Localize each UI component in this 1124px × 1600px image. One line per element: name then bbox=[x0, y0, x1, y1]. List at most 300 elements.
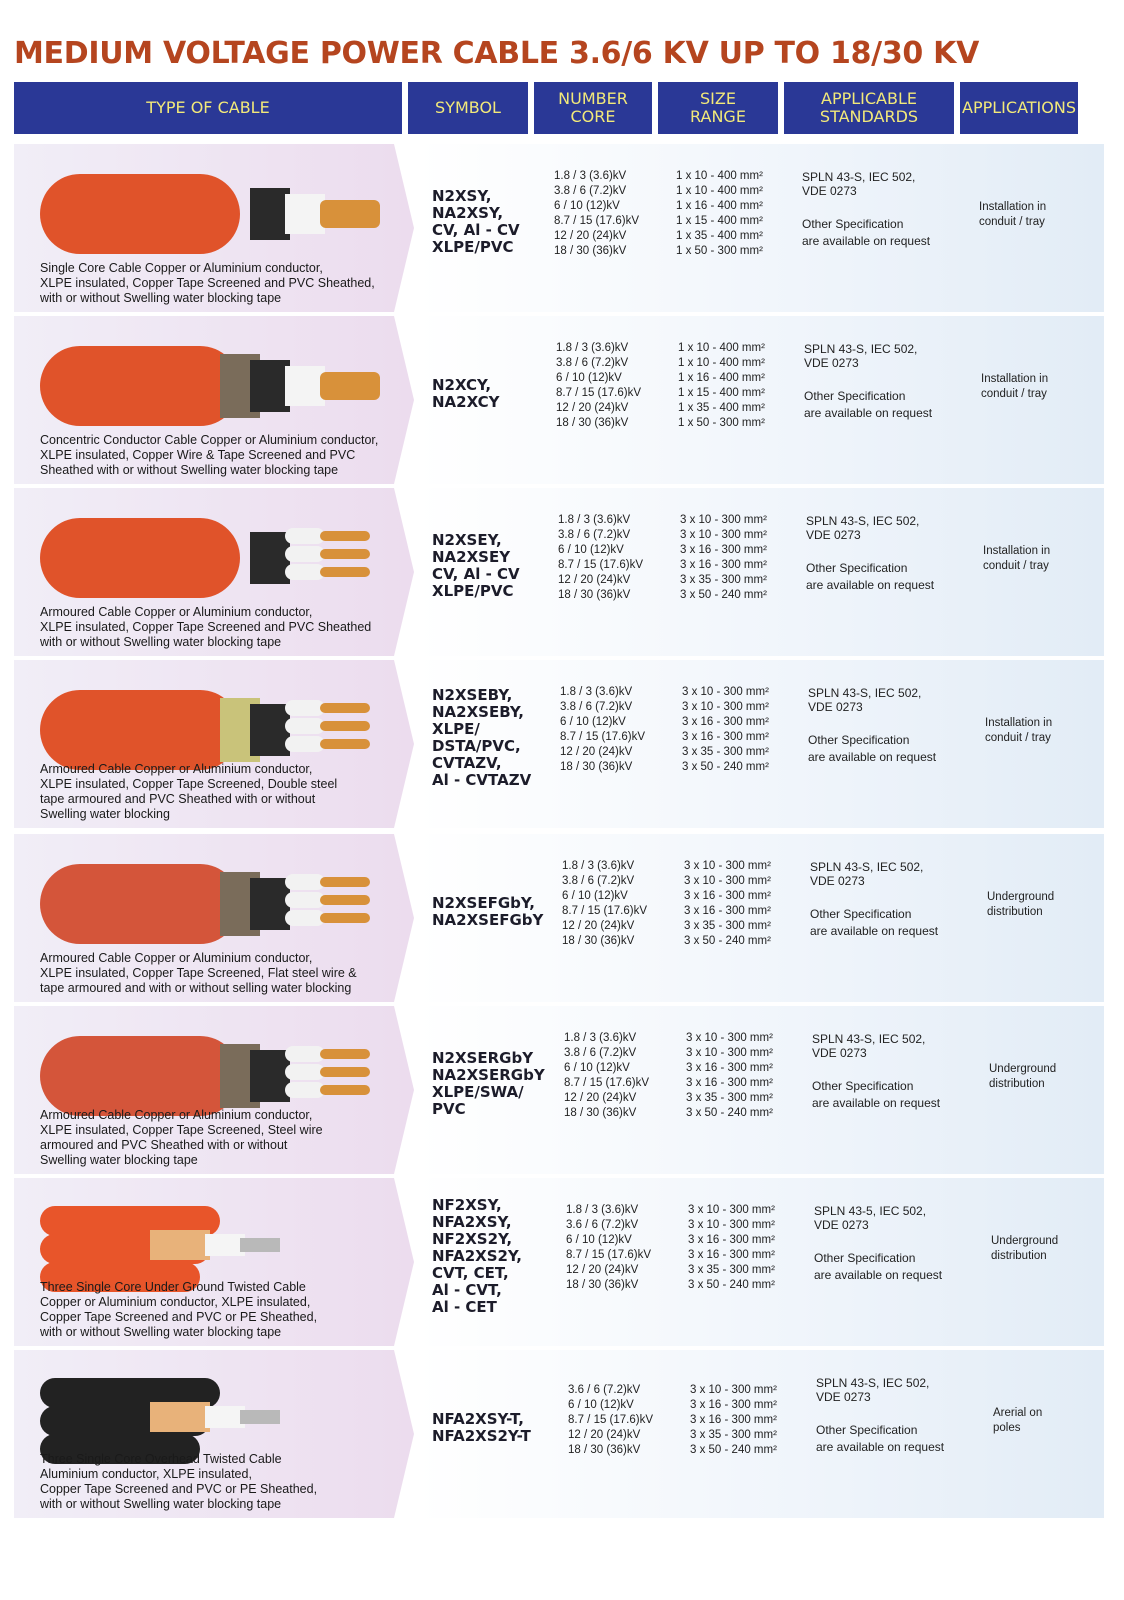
core-value: 12 / 20 (24)kV bbox=[568, 1428, 641, 1441]
core-value: 8.7 / 15 (17.6)kV bbox=[554, 215, 640, 227]
symbol-line: N2XCY, bbox=[432, 376, 492, 394]
conductor-icon bbox=[240, 1238, 280, 1252]
note-line: are available on request bbox=[816, 1440, 945, 1454]
table-row bbox=[14, 488, 1104, 656]
cable-symbol bbox=[432, 377, 562, 411]
description-line: Armoured Cable Copper or Aluminium conductor, bbox=[40, 951, 313, 965]
application-line: distribution bbox=[987, 906, 1043, 918]
application-line: Installation in bbox=[983, 545, 1051, 557]
description-line: with or without Swelling water blocking tape bbox=[40, 1325, 282, 1339]
standard-line: SPLN 43-S, IEC 502, bbox=[816, 1376, 930, 1390]
table-row bbox=[14, 660, 1104, 828]
copper-core-icon bbox=[320, 721, 370, 731]
core-value: 18 / 30 (36)kV bbox=[562, 935, 635, 947]
core-value: 1.8 / 3 (3.6)kV bbox=[558, 514, 631, 526]
core-value: 3.8 / 6 (7.2)kV bbox=[558, 529, 631, 541]
size-value: 1 x 50 - 300 mm² bbox=[676, 245, 763, 257]
standard-line: VDE 0273 bbox=[808, 700, 863, 714]
symbol-line: NA2XSERGbY bbox=[432, 1066, 545, 1084]
core-value: 12 / 20 (24)kV bbox=[562, 920, 635, 932]
core-value: 3.6 / 6 (7.2)kV bbox=[568, 1383, 641, 1396]
cable-description bbox=[40, 261, 410, 306]
size-value: 3 x 10 - 300 mm² bbox=[690, 1383, 777, 1396]
other-specification-note bbox=[808, 732, 978, 766]
size-value: 1 x 35 - 400 mm² bbox=[676, 230, 763, 242]
core-value: 1.8 / 3 (3.6)kV bbox=[562, 860, 635, 872]
copper-core-icon bbox=[320, 567, 370, 577]
applicable-standards bbox=[802, 170, 972, 250]
applicable-standards bbox=[816, 1376, 986, 1456]
symbol-line: XLPE/PVC bbox=[432, 238, 514, 256]
core-value: 6 / 10 (12)kV bbox=[556, 372, 622, 384]
core-value: 3.8 / 6 (7.2)kV bbox=[556, 357, 629, 369]
number-core-list bbox=[558, 513, 643, 603]
note-line: are available on request bbox=[802, 234, 931, 248]
cable-description bbox=[40, 1108, 410, 1168]
note-line: are available on request bbox=[804, 406, 933, 420]
standard-line: SPLN 43-S, IEC 502, bbox=[812, 1032, 926, 1046]
symbol-line: NF2XSY, bbox=[432, 1195, 502, 1214]
size-value: 3 x 10 - 300 mm² bbox=[688, 1204, 775, 1216]
core-insulation-icon bbox=[285, 1064, 325, 1080]
symbol-line: N2XSEBY, bbox=[432, 686, 513, 704]
size-value: 1 x 10 - 400 mm² bbox=[678, 342, 765, 354]
description-line: Copper Tape Screened and PVC or PE Sheathed, bbox=[40, 1310, 318, 1324]
note-line: Other Specification bbox=[812, 1079, 914, 1093]
symbol-line: XLPE/SWA/ bbox=[432, 1083, 524, 1101]
size-value: 3 x 50 - 240 mm² bbox=[684, 935, 771, 947]
core-value: 18 / 30 (36)kV bbox=[556, 417, 629, 429]
description-line: Aluminium conductor, XLPE insulated, bbox=[40, 1467, 252, 1481]
size-value: 1 x 16 - 400 mm² bbox=[678, 372, 765, 384]
description-line: with or without Swelling water blocking tape bbox=[40, 1497, 282, 1511]
symbol-line: NF2XS2Y, bbox=[432, 1229, 513, 1248]
copper-core-icon bbox=[320, 739, 370, 749]
core-value: 12 / 20 (24)kV bbox=[560, 746, 633, 758]
note-line: Other Specification bbox=[808, 733, 910, 747]
description-line: Three Single Core Overhead Twisted Cable bbox=[40, 1452, 282, 1466]
core-insulation-icon bbox=[285, 910, 325, 926]
core-value: 12 / 20 (24)kV bbox=[566, 1264, 639, 1276]
screen-layer-icon bbox=[250, 878, 290, 930]
size-value: 3 x 16 - 300 mm² bbox=[680, 559, 767, 571]
standard-line: SPLN 43-S, IEC 502, bbox=[806, 514, 920, 528]
size-value: 1 x 10 - 400 mm² bbox=[676, 185, 763, 197]
cable-description bbox=[40, 605, 410, 650]
core-insulation-icon bbox=[285, 366, 325, 406]
note-line: Other Specification bbox=[802, 217, 904, 231]
other-specification-note bbox=[812, 1078, 982, 1112]
application-text bbox=[981, 372, 1101, 402]
symbol-line: NA2XSEY bbox=[432, 548, 511, 566]
core-value: 1.8 / 3 (3.6)kV bbox=[564, 1032, 637, 1044]
header-applications: APPLICATIONS bbox=[960, 82, 1078, 134]
screen-layer-icon bbox=[250, 188, 290, 240]
size-value: 3 x 16 - 300 mm² bbox=[688, 1234, 775, 1246]
core-insulation-icon bbox=[285, 528, 325, 544]
description-line: XLPE insulated, Copper Tape Screened, Flat steel wire & bbox=[40, 966, 357, 980]
core-value: 8.7 / 15 (17.6)kV bbox=[562, 905, 648, 917]
note-line: are available on request bbox=[814, 1268, 943, 1282]
size-value: 3 x 16 - 300 mm² bbox=[686, 1077, 773, 1089]
cable-description bbox=[40, 762, 410, 822]
application-line: Installation in bbox=[981, 373, 1049, 385]
header-standards: APPLICABLE STANDARDS bbox=[784, 82, 954, 134]
note-line: are available on request bbox=[806, 578, 935, 592]
description-line: tape armoured and PVC Sheathed with or without bbox=[40, 792, 316, 806]
application-line: Installation in bbox=[985, 717, 1053, 729]
size-value: 1 x 16 - 400 mm² bbox=[676, 200, 763, 212]
size-range-list bbox=[688, 1203, 775, 1293]
symbol-line: NFA2XS2Y-T bbox=[432, 1427, 531, 1445]
size-value: 3 x 10 - 300 mm² bbox=[684, 860, 771, 872]
core-value: 1.8 / 3 (3.6)kV bbox=[556, 342, 629, 354]
description-line: Armoured Cable Copper or Aluminium conductor, bbox=[40, 605, 313, 619]
symbol-line: PVC bbox=[432, 1100, 466, 1118]
application-text bbox=[989, 1062, 1109, 1092]
size-value: 3 x 50 - 240 mm² bbox=[686, 1107, 773, 1119]
symbol-line: XLPE/PVC bbox=[432, 582, 514, 600]
size-value: 3 x 16 - 300 mm² bbox=[690, 1413, 777, 1426]
core-value: 8.7 / 15 (17.6)kV bbox=[560, 731, 646, 743]
core-value: 18 / 30 (36)kV bbox=[554, 245, 627, 257]
standard-line: SPLN 43-S, IEC 502, bbox=[802, 170, 916, 184]
core-value: 8.7 / 15 (17.6)kV bbox=[568, 1413, 654, 1426]
core-insulation-icon bbox=[285, 736, 325, 752]
core-insulation-icon bbox=[285, 874, 325, 890]
note-line: are available on request bbox=[812, 1096, 941, 1110]
cable-symbol bbox=[432, 1050, 562, 1118]
note-line: Other Specification bbox=[804, 389, 906, 403]
size-value: 3 x 16 - 300 mm² bbox=[682, 731, 769, 743]
other-specification-note bbox=[802, 216, 972, 250]
core-value: 8.7 / 15 (17.6)kV bbox=[564, 1077, 650, 1089]
core-value: 6 / 10 (12)kV bbox=[564, 1062, 630, 1074]
cable-description bbox=[40, 951, 410, 996]
number-core-list bbox=[562, 859, 647, 949]
cable-symbol bbox=[432, 1197, 562, 1316]
application-line: conduit / tray bbox=[981, 388, 1047, 400]
copper-core-icon bbox=[320, 895, 370, 905]
size-value: 1 x 15 - 400 mm² bbox=[676, 215, 763, 227]
size-value: 3 x 50 - 240 mm² bbox=[682, 761, 769, 773]
application-line: distribution bbox=[991, 1250, 1047, 1262]
size-range-list bbox=[682, 685, 769, 775]
core-value: 18 / 30 (36)kV bbox=[568, 1443, 641, 1456]
conductor-icon bbox=[240, 1410, 280, 1424]
number-core-list bbox=[568, 1383, 653, 1458]
application-text bbox=[979, 200, 1099, 230]
note-line: Other Specification bbox=[810, 907, 912, 921]
standard-line: VDE 0273 bbox=[810, 874, 865, 888]
description-line: XLPE insulated, Copper Tape Screened, Steel wire bbox=[40, 1123, 323, 1137]
core-value: 1.8 / 3 (3.6)kV bbox=[554, 170, 627, 182]
header-type: TYPE OF CABLE bbox=[14, 82, 402, 134]
cable-symbol bbox=[432, 687, 562, 789]
standard-line: VDE 0273 bbox=[816, 1390, 871, 1404]
size-value: 1 x 10 - 400 mm² bbox=[676, 170, 763, 182]
number-core-list bbox=[564, 1031, 649, 1121]
table-row bbox=[14, 1350, 1104, 1518]
core-insulation-icon bbox=[285, 1046, 325, 1062]
size-value: 3 x 10 - 300 mm² bbox=[680, 514, 767, 526]
core-value: 3.8 / 6 (7.2)kV bbox=[564, 1047, 637, 1059]
core-value: 6 / 10 (12)kV bbox=[566, 1234, 632, 1246]
core-value: 18 / 30 (36)kV bbox=[564, 1107, 637, 1119]
application-line: conduit / tray bbox=[979, 216, 1045, 228]
core-value: 18 / 30 (36)kV bbox=[566, 1279, 639, 1291]
application-line: conduit / tray bbox=[985, 732, 1051, 744]
core-value: 18 / 30 (36)kV bbox=[558, 589, 631, 601]
other-specification-note bbox=[814, 1250, 984, 1284]
symbol-line: NFA2XSY, bbox=[432, 1212, 512, 1231]
size-value: 3 x 10 - 300 mm² bbox=[686, 1032, 773, 1044]
description-line: Armoured Cable Copper or Aluminium conductor, bbox=[40, 762, 313, 776]
application-line: Installation in bbox=[979, 201, 1047, 213]
core-value: 3.8 / 6 (7.2)kV bbox=[562, 875, 635, 887]
table-header bbox=[14, 82, 1094, 134]
copper-core-icon bbox=[320, 1067, 370, 1077]
insulation-icon bbox=[205, 1406, 245, 1428]
description-line: XLPE insulated, Copper Wire & Tape Screened and PVC bbox=[40, 448, 356, 462]
application-text bbox=[987, 890, 1107, 920]
copper-core-icon bbox=[320, 200, 380, 228]
number-core-list bbox=[560, 685, 645, 775]
number-core-list bbox=[556, 341, 641, 431]
application-line: Underground bbox=[991, 1235, 1059, 1247]
size-value: 3 x 10 - 300 mm² bbox=[682, 701, 769, 713]
cable-symbol bbox=[432, 188, 562, 256]
page-title: MEDIUM VOLTAGE POWER CABLE 3.6/6 KV UP TO 18/30 KV bbox=[14, 36, 979, 71]
copper-core-icon bbox=[320, 913, 370, 923]
description-line: XLPE insulated, Copper Tape Screened, Double steel bbox=[40, 777, 338, 791]
size-value: 3 x 10 - 300 mm² bbox=[682, 686, 769, 698]
symbol-line: XLPE/ bbox=[432, 720, 480, 738]
core-value: 3.8 / 6 (7.2)kV bbox=[554, 185, 627, 197]
core-insulation-icon bbox=[285, 1082, 325, 1098]
symbol-line: CV, Al - CV bbox=[432, 565, 520, 583]
core-insulation-icon bbox=[285, 564, 325, 580]
copper-core-icon bbox=[320, 703, 370, 713]
screen-layer-icon bbox=[250, 532, 290, 584]
note-line: Other Specification bbox=[814, 1251, 916, 1265]
description-line: with or without Swelling water blocking tape bbox=[40, 635, 282, 649]
standard-line: VDE 0273 bbox=[804, 356, 859, 370]
description-line: Sheathed with or without Swelling water blocking tape bbox=[40, 463, 339, 477]
other-specification-note bbox=[810, 906, 980, 940]
symbol-line: Al - CVT, bbox=[432, 1280, 502, 1299]
table-row bbox=[14, 316, 1104, 484]
size-value: 3 x 16 - 300 mm² bbox=[680, 544, 767, 556]
description-line: armoured and PVC Sheathed with or without bbox=[40, 1138, 288, 1152]
symbol-line: NFA2XS2Y, bbox=[432, 1246, 523, 1265]
core-value: 1.8 / 3 (3.6)kV bbox=[566, 1204, 639, 1216]
core-value: 8.7 / 15 (17.6)kV bbox=[556, 387, 642, 399]
description-line: Copper Tape Screened and PVC or PE Sheathed, bbox=[40, 1482, 318, 1496]
symbol-line: NA2XSEFGbY bbox=[432, 911, 544, 929]
cable-illustration bbox=[30, 498, 390, 608]
size-value: 1 x 35 - 400 mm² bbox=[678, 402, 765, 414]
description-line: Swelling water blocking bbox=[40, 807, 170, 821]
size-range-list bbox=[686, 1031, 773, 1121]
copper-core-icon bbox=[320, 372, 380, 400]
application-text bbox=[991, 1234, 1111, 1264]
description-line: Single Core Cable Copper or Aluminium conductor, bbox=[40, 261, 323, 275]
size-value: 3 x 10 - 300 mm² bbox=[684, 875, 771, 887]
screen-layer-icon bbox=[250, 360, 290, 412]
cable-illustration bbox=[30, 154, 390, 264]
symbol-line: NA2XCY bbox=[432, 393, 500, 411]
description-line: Copper or Aluminium conductor, XLPE insulated, bbox=[40, 1295, 311, 1309]
number-core-list bbox=[566, 1203, 651, 1293]
size-value: 1 x 10 - 400 mm² bbox=[678, 357, 765, 369]
note-line: Other Specification bbox=[806, 561, 908, 575]
header-core: NUMBER CORE bbox=[534, 82, 652, 134]
other-specification-note bbox=[816, 1422, 986, 1456]
standard-line: VDE 0273 bbox=[812, 1046, 867, 1060]
copper-core-icon bbox=[320, 549, 370, 559]
number-core-list bbox=[554, 169, 639, 259]
cable-jacket-icon bbox=[40, 518, 240, 598]
applicable-standards bbox=[810, 860, 980, 940]
standard-line: VDE 0273 bbox=[802, 184, 857, 198]
core-insulation-icon bbox=[285, 700, 325, 716]
cable-illustration bbox=[30, 844, 390, 954]
size-value: 3 x 50 - 240 mm² bbox=[690, 1443, 777, 1456]
note-line: Other Specification bbox=[816, 1423, 918, 1437]
symbol-line: Al - CVTAZV bbox=[432, 771, 532, 789]
standard-line: SPLN 43-S, IEC 502, bbox=[804, 342, 918, 356]
header-symbol: SYMBOL bbox=[408, 82, 528, 134]
note-line: are available on request bbox=[810, 924, 939, 938]
cable-description bbox=[40, 1452, 410, 1512]
application-line: Underground bbox=[989, 1063, 1057, 1075]
core-insulation-icon bbox=[285, 194, 325, 234]
size-value: 1 x 15 - 400 mm² bbox=[678, 387, 765, 399]
cable-symbol bbox=[432, 532, 562, 600]
size-value: 3 x 35 - 300 mm² bbox=[688, 1264, 775, 1276]
copper-core-icon bbox=[320, 1049, 370, 1059]
size-value: 3 x 35 - 300 mm² bbox=[682, 746, 769, 758]
core-value: 12 / 20 (24)kV bbox=[564, 1092, 637, 1104]
cable-symbol bbox=[432, 895, 562, 929]
size-range-list bbox=[676, 169, 763, 259]
size-value: 3 x 16 - 300 mm² bbox=[686, 1062, 773, 1074]
applicable-standards bbox=[804, 342, 974, 422]
size-value: 3 x 50 - 240 mm² bbox=[680, 589, 767, 601]
core-value: 3.6 / 6 (7.2)kV bbox=[566, 1219, 639, 1231]
core-value: 6 / 10 (12)kV bbox=[558, 544, 624, 556]
application-line: poles bbox=[993, 1422, 1021, 1434]
symbol-line: N2XSEY, bbox=[432, 531, 502, 549]
copper-core-icon bbox=[320, 1085, 370, 1095]
core-insulation-icon bbox=[285, 546, 325, 562]
copper-tape-icon bbox=[150, 1402, 210, 1432]
application-text bbox=[983, 544, 1103, 574]
description-line: Swelling water blocking tape bbox=[40, 1153, 198, 1167]
copper-tape-icon bbox=[150, 1230, 210, 1260]
application-line: conduit / tray bbox=[983, 560, 1049, 572]
insulation-icon bbox=[205, 1234, 245, 1256]
symbol-line: NA2XSEBY, bbox=[432, 703, 524, 721]
description-line: Concentric Conductor Cable Copper or Aluminium conductor, bbox=[40, 433, 379, 447]
screen-layer-icon bbox=[250, 704, 290, 756]
copper-core-icon bbox=[320, 531, 370, 541]
cable-illustration bbox=[30, 326, 390, 436]
cable-description bbox=[40, 433, 410, 478]
table-row bbox=[14, 834, 1104, 1002]
standard-line: SPLN 43-S, IEC 502, bbox=[810, 860, 924, 874]
size-value: 3 x 16 - 300 mm² bbox=[684, 890, 771, 902]
applicable-standards bbox=[814, 1204, 984, 1284]
applicable-standards bbox=[812, 1032, 982, 1112]
symbol-line: N2XSY, bbox=[432, 187, 492, 205]
description-line: tape armoured and with or without selling water blocking bbox=[40, 981, 352, 995]
core-value: 12 / 20 (24)kV bbox=[554, 230, 627, 242]
size-value: 3 x 35 - 300 mm² bbox=[686, 1092, 773, 1104]
header-size: SIZE RANGE bbox=[658, 82, 778, 134]
other-specification-note bbox=[806, 560, 976, 594]
core-value: 6 / 10 (12)kV bbox=[568, 1398, 634, 1411]
note-line: are available on request bbox=[808, 750, 937, 764]
description-line: with or without Swelling water blocking tape bbox=[40, 291, 282, 305]
cable-jacket-icon bbox=[40, 346, 240, 426]
core-value: 12 / 20 (24)kV bbox=[558, 574, 631, 586]
size-value: 3 x 16 - 300 mm² bbox=[682, 716, 769, 728]
symbol-line: NA2XSY, bbox=[432, 204, 504, 222]
core-insulation-icon bbox=[285, 718, 325, 734]
size-value: 3 x 10 - 300 mm² bbox=[680, 529, 767, 541]
size-value: 3 x 35 - 300 mm² bbox=[690, 1428, 777, 1441]
cable-jacket-icon bbox=[40, 864, 240, 944]
core-value: 1.8 / 3 (3.6)kV bbox=[560, 686, 633, 698]
core-value: 8.7 / 15 (17.6)kV bbox=[566, 1249, 652, 1261]
size-value: 3 x 16 - 300 mm² bbox=[688, 1249, 775, 1261]
application-text bbox=[985, 716, 1105, 746]
copper-core-icon bbox=[320, 877, 370, 887]
core-value: 6 / 10 (12)kV bbox=[554, 200, 620, 212]
core-insulation-icon bbox=[285, 892, 325, 908]
size-value: 3 x 16 - 300 mm² bbox=[684, 905, 771, 917]
core-value: 12 / 20 (24)kV bbox=[556, 402, 629, 414]
size-range-list bbox=[678, 341, 765, 431]
core-value: 18 / 30 (36)kV bbox=[560, 761, 633, 773]
size-value: 3 x 10 - 300 mm² bbox=[686, 1047, 773, 1059]
application-line: Arerial on bbox=[993, 1407, 1043, 1419]
cable-symbol bbox=[432, 1411, 562, 1445]
symbol-line: N2XSERGbY bbox=[432, 1049, 534, 1067]
applicable-standards bbox=[806, 514, 976, 594]
core-value: 6 / 10 (12)kV bbox=[562, 890, 628, 902]
description-line: XLPE insulated, Copper Tape Screened and PVC Sheathed bbox=[40, 620, 372, 634]
size-range-list bbox=[690, 1383, 777, 1458]
description-line: Three Single Core Under Ground Twisted Cable bbox=[40, 1280, 306, 1294]
standard-line: SPLN 43-5, IEC 502, bbox=[814, 1204, 927, 1218]
size-value: 3 x 35 - 300 mm² bbox=[680, 574, 767, 586]
other-specification-note bbox=[804, 388, 974, 422]
symbol-line: NFA2XSY-T, bbox=[432, 1410, 524, 1428]
symbol-line: DSTA/PVC, bbox=[432, 737, 521, 755]
table-row bbox=[14, 144, 1104, 312]
symbol-line: CVT, CET, bbox=[432, 1263, 509, 1282]
core-value: 6 / 10 (12)kV bbox=[560, 716, 626, 728]
standard-line: VDE 0273 bbox=[806, 528, 861, 542]
size-range-list bbox=[684, 859, 771, 949]
applicable-standards bbox=[808, 686, 978, 766]
table-row bbox=[14, 1178, 1104, 1346]
size-value: 3 x 16 - 300 mm² bbox=[690, 1398, 777, 1411]
size-range-list bbox=[680, 513, 767, 603]
